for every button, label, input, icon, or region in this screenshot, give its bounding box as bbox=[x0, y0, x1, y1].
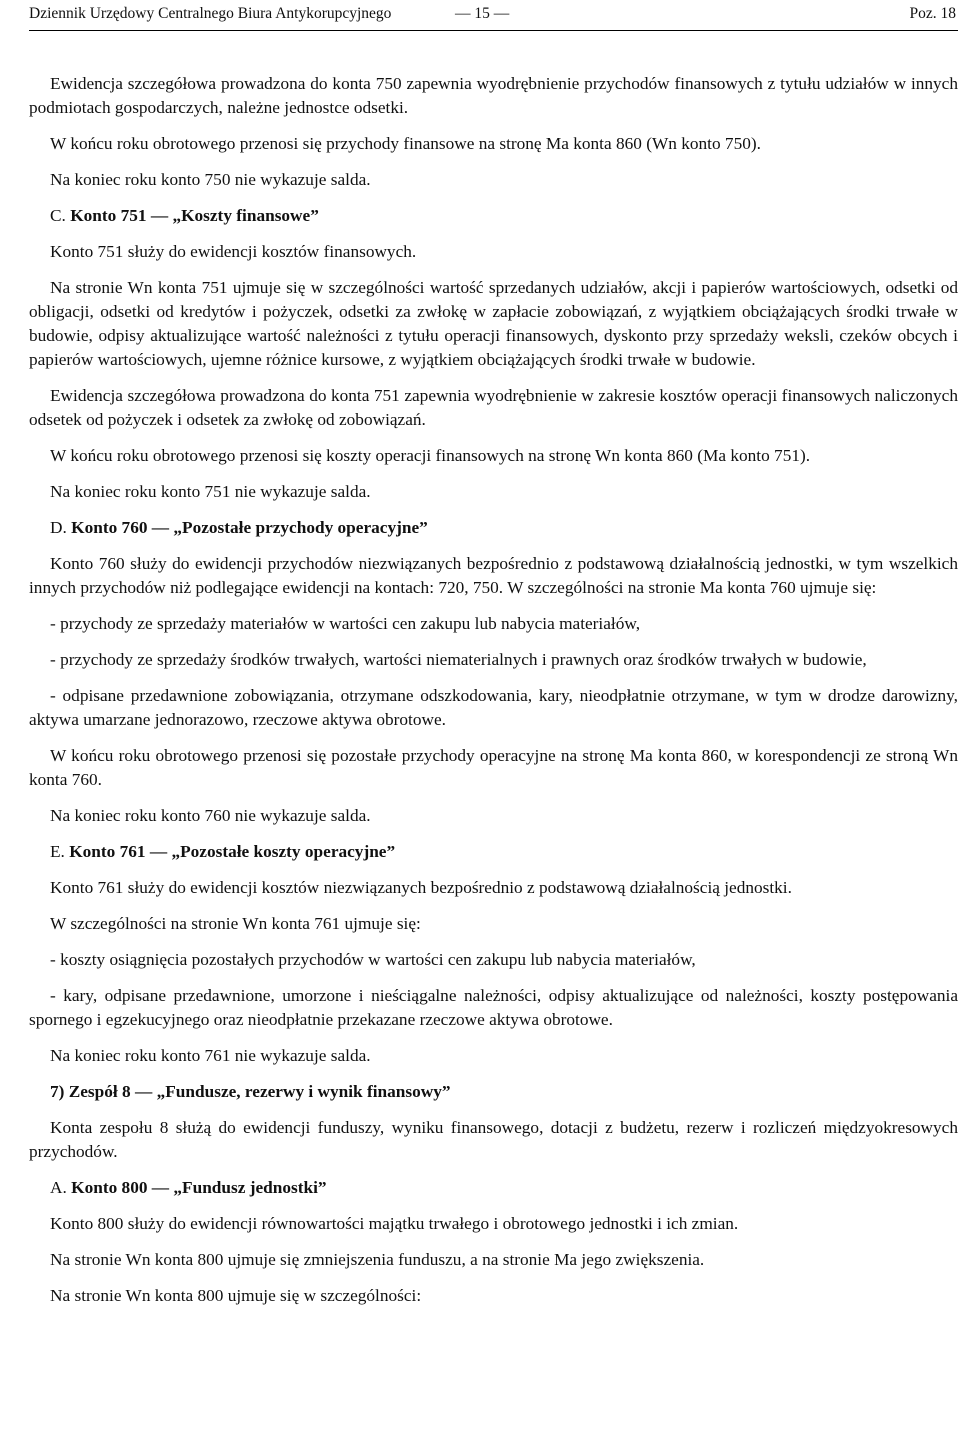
section-title: Konto 761 — „Pozostałe koszty operacyjne” bbox=[69, 842, 396, 861]
document-body bbox=[29, 72, 958, 1320]
paragraph: Na koniec roku konto 761 nie wykazuje salda. bbox=[50, 1046, 371, 1065]
paragraph: Konta zespołu 8 służą do ewidencji funduszy, wyniku finansowego, dotacji z budżetu, rezerw i rozliczeń międzyokresowych przychodów. bbox=[29, 1118, 958, 1161]
section-heading-7 bbox=[29, 1080, 958, 1104]
paragraph: Konto 761 służy do ewidencji kosztów niezwiązanych bezpośrednio z podstawową działalnością jednostki. bbox=[50, 878, 792, 897]
list-item: - kary, odpisane przedawnione, umorzone i nieściągalne należności, odpisy aktualizujące od należności, koszty postępowania spornego i egzekucyjnego oraz nieodpłatnie przekazane rzeczowe aktywa obrotowe. bbox=[29, 986, 958, 1029]
section-heading-a bbox=[29, 1176, 958, 1200]
section-heading-c bbox=[29, 204, 958, 228]
list-item: - przychody ze sprzedaży środków trwałych, wartości niematerialnych i prawnych oraz środków trwałych w budowie, bbox=[50, 650, 867, 669]
paragraph: Na koniec roku konto 751 nie wykazuje salda. bbox=[50, 482, 371, 501]
paragraph: W końcu roku obrotowego przenosi się koszty operacji finansowych na stronę Wn konta 860 (Ma konto 751). bbox=[50, 446, 811, 465]
journal-title: Dziennik Urzędowy Centralnego Biura Antykorupcyjnego bbox=[29, 5, 392, 22]
paragraph: Na koniec roku konto 750 nie wykazuje salda. bbox=[50, 170, 371, 189]
paragraph: Ewidencja szczegółowa prowadzona do konta 750 zapewnia wyodrębnienie przychodów finansowych z tytułu udziałów w innych podmiotach gospodarczych, należne jednostce odsetki. bbox=[29, 74, 958, 117]
list-item: - odpisane przedawnione zobowiązania, otrzymane odszkodowania, kary, nieodpłatnie otrzymane, w tym w drodze darowizny, aktywa umarzane jednorazowo, rzeczowe aktywa obrotowe. bbox=[29, 686, 958, 729]
paragraph: W szczególności na stronie Wn konta 761 ujmuje się: bbox=[50, 914, 421, 933]
paragraph: Na koniec roku konto 760 nie wykazuje salda. bbox=[50, 806, 371, 825]
section-letter: C. bbox=[50, 206, 66, 225]
paragraph: Konto 751 służy do ewidencji kosztów finansowych. bbox=[50, 242, 417, 261]
section-title: Konto 760 — „Pozostałe przychody operacyjne” bbox=[71, 518, 428, 537]
list-item: - przychody ze sprzedaży materiałów w wartości cen zakupu lub nabycia materiałów, bbox=[50, 614, 641, 633]
paragraph: W końcu roku obrotowego przenosi się przychody finansowe na stronę Ma konta 860 (Wn konto 750). bbox=[50, 134, 761, 153]
page-number: — 15 — bbox=[455, 5, 510, 22]
paragraph: Konto 800 służy do ewidencji równowartości majątku trwałego i obrotowego jednostki i ich zmian. bbox=[50, 1214, 739, 1233]
page-header bbox=[29, 0, 958, 31]
paragraph: Na stronie Wn konta 800 ujmuje się zmniejszenia funduszu, a na stronie Ma jego zwiększenia. bbox=[50, 1250, 705, 1269]
section-letter: E. bbox=[50, 842, 65, 861]
section-title: 7) Zespół 8 — „Fundusze, rezerwy i wynik finansowy” bbox=[50, 1082, 451, 1101]
section-title: Konto 800 — „Fundusz jednostki” bbox=[71, 1178, 327, 1197]
section-heading-e bbox=[29, 840, 958, 864]
paragraph: Na stronie Wn konta 800 ujmuje się w szczególności: bbox=[50, 1286, 422, 1305]
paragraph: Ewidencja szczegółowa prowadzona do konta 751 zapewnia wyodrębnienie w zakresie kosztów operacji finansowych naliczonych odsetek od pożyczek i odsetek za zwłokę od zobowiązań. bbox=[29, 386, 958, 429]
paragraph: W końcu roku obrotowego przenosi się pozostałe przychody operacyjne na stronę Ma konta 860, w korespondencji ze stroną Wn konta 760. bbox=[29, 746, 958, 789]
section-heading-d bbox=[29, 516, 958, 540]
section-title: Konto 751 — „Koszty finansowe” bbox=[70, 206, 319, 225]
section-letter: D. bbox=[50, 518, 67, 537]
list-item: - koszty osiągnięcia pozostałych przychodów w wartości cen zakupu lub nabycia materiałów, bbox=[50, 950, 696, 969]
paragraph: Konto 760 służy do ewidencji przychodów niezwiązanych bezpośrednio z podstawową działalnością jednostki, w tym wszelkich innych przychodów niż podlegające ewidencji na kontach: 720, 750. W szczególności na stronie Ma konta 760 ujmuje się: bbox=[29, 554, 958, 597]
paragraph: Na stronie Wn konta 751 ujmuje się w szczególności wartość sprzedanych udziałów, akcji i papierów wartościowych, odsetki od obligacji, odsetki od kredytów i pożyczek, odsetki za zwłokę w zapłacie zobowiązań, z wyjątkiem obciążających środki trwałe w budowie, odpisy aktualizujące wartość należności z tytułu operacji finansowych, dyskonto przy sprzedaży weksli, czeków obcych i papierów wartościowych, ujemne różnice kursowe, z wyjątkiem obciążających środki trwałe w budowie. bbox=[29, 278, 958, 369]
position-number: Poz. 18 bbox=[909, 5, 956, 22]
section-letter: A. bbox=[50, 1178, 67, 1197]
